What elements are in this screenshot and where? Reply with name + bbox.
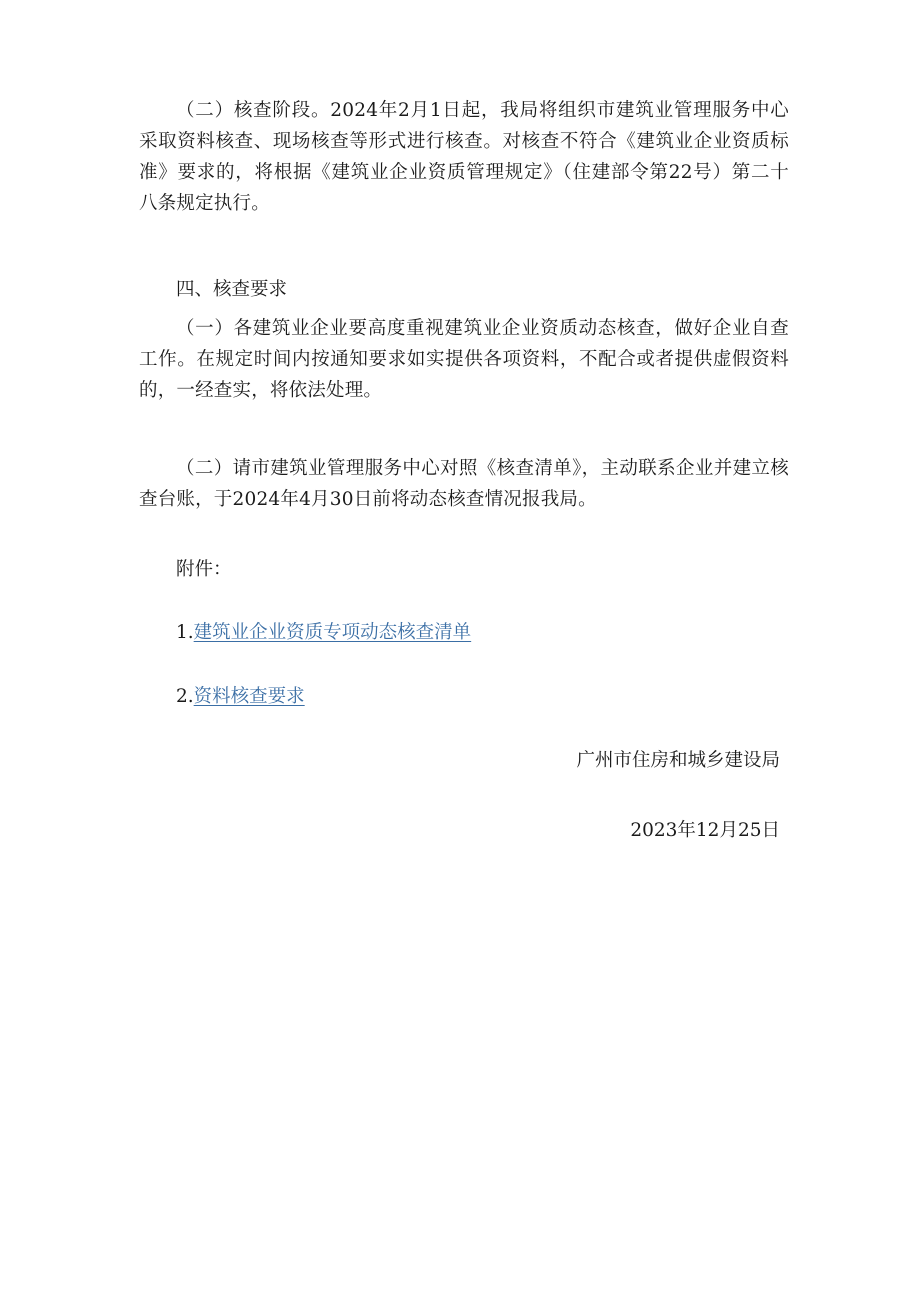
section4-item1-paragraph: （一）各建筑业企业要高度重视建筑业企业资质动态核查，做好企业自查工作。在规定时间内按通知要求如实提供各项资料，不配合或者提供虚假资料的，一经查实，将依法处理。 [139,318,789,401]
section4-item2-paragraph: （二）请市建筑业管理服务中心对照《核查清单》，主动联系企业并建立核查台账，于2024年4月30日前将动态核查情况报我局。 [139,458,789,510]
issue-date: 2023年12月25日 [630,820,780,841]
attachments-label: 附件： [176,559,232,580]
attachment-number-2: 2. [176,686,194,707]
section3-item2-paragraph: （二）核查阶段。2024年2月1日起，我局将组织市建筑业管理服务中心采取资料核查、现场核查等形式进行核查。对核查不符合《建筑业企业资质标准》要求的，将根据《建筑业企业资质管理规定》（住建部令第22号）第二十八条规定执行。 [139,100,789,214]
attachment-link-1[interactable]: 建筑业企业资质专项动态核查清单 [193,622,472,643]
attachment-item-1 [176,617,471,648]
attachment-link-2[interactable]: 资料核查要求 [193,686,305,707]
section4-heading: 四、核查要求 [176,279,288,300]
issuer-name: 广州市住房和城乡建设局 [576,750,780,771]
attachment-item-2 [176,681,305,712]
attachment-number-1: 1. [176,622,194,643]
